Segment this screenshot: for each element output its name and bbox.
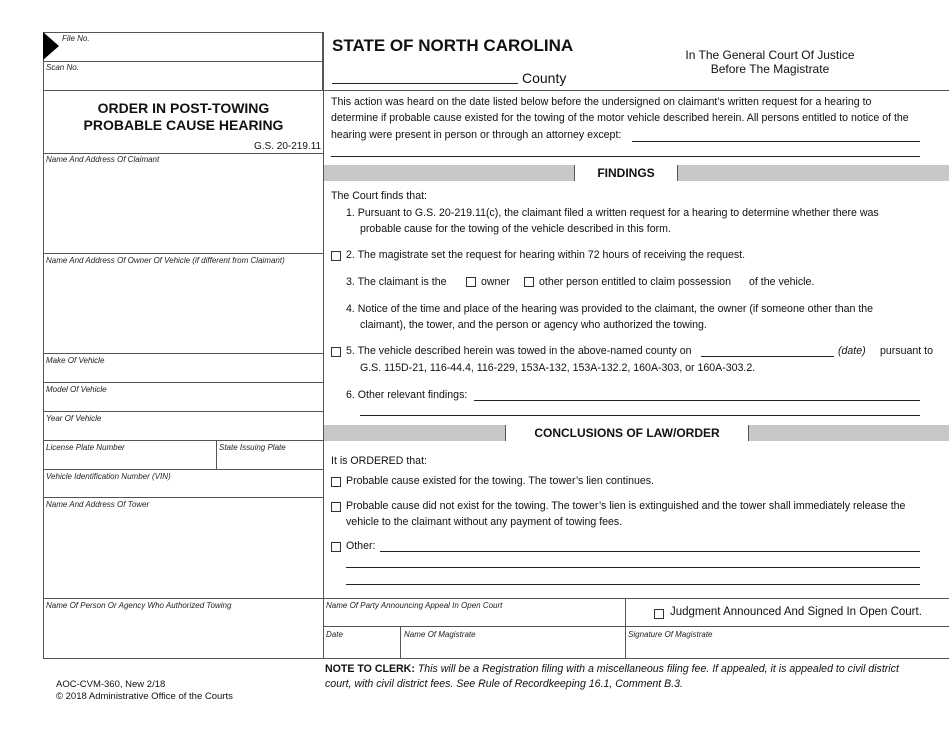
- intro-line-1: This action was heard on the date listed below before the undersigned on claimant’s written request for a hearing to: [331, 96, 872, 108]
- magistrate-name-label: Name Of Magistrate: [404, 630, 476, 639]
- date-hint: (date): [838, 345, 866, 357]
- authorized-label: Name Of Person Or Agency Who Authorized Towing: [46, 601, 232, 610]
- tow-date-line[interactable]: [701, 356, 834, 357]
- vin-label: Vehicle Identification Number (VIN): [46, 472, 171, 481]
- order-option-1: Probable cause existed for the towing. The tower’s lien continues.: [346, 475, 654, 487]
- finding-3-prefix: 3. The claimant is the: [346, 276, 447, 288]
- court-name: [660, 48, 880, 76]
- finding-5-suffix: pursuant to: [880, 345, 934, 357]
- state-title: STATE OF NORTH CAROLINA: [332, 36, 574, 55]
- other-findings-line-1[interactable]: [474, 400, 920, 401]
- form-number: AOC-CVM-360, New 2/18: [56, 679, 166, 690]
- tower-field[interactable]: [44, 511, 322, 597]
- other-person-checkbox[interactable]: [524, 277, 534, 287]
- conclusions-heading: CONCLUSIONS OF LAW/ORDER: [505, 425, 749, 441]
- finding-1-line-2: probable cause for the towing of the vehicle described in this form.: [360, 223, 671, 235]
- judgment-checkbox[interactable]: [654, 609, 664, 619]
- finding-4-line-2: claimant), the tower, and the person or agency who authorized the towing.: [360, 319, 707, 331]
- court-line-2: Before The Magistrate: [710, 62, 830, 76]
- finding-5-prefix: 5. The vehicle described herein was towed in the above-named county on: [346, 345, 692, 357]
- statute-ref: G.S. 20-219.11: [254, 141, 322, 152]
- county-input-line[interactable]: [332, 83, 518, 84]
- note-to-clerk: [325, 662, 925, 692]
- note-line-1: This will be a Registration filing with a miscellaneous filing fee. If appealed, it is appealed to civil district: [417, 663, 899, 675]
- file-no-label: File No.: [62, 34, 90, 43]
- county-label: County: [522, 70, 567, 86]
- scan-no-label: Scan No.: [46, 63, 79, 72]
- claimant-label: Name And Address Of Claimant: [46, 155, 160, 164]
- other-order-checkbox[interactable]: [331, 542, 341, 552]
- finding-2-text: 2. The magistrate set the request for hearing within 72 hours of receiving the request.: [346, 249, 746, 261]
- findings-heading: FINDINGS: [574, 165, 678, 181]
- form-title: [44, 100, 323, 134]
- plate-label: License Plate Number: [46, 443, 125, 452]
- state-plate-label: State Issuing Plate: [219, 443, 286, 452]
- date-label: Date: [326, 630, 343, 639]
- magistrate-signature-label: Signature Of Magistrate: [628, 630, 713, 639]
- finding-3-suffix: of the vehicle.: [749, 276, 815, 288]
- owner-field[interactable]: [44, 267, 322, 351]
- other-person-option: other person entitled to claim possession: [539, 276, 731, 288]
- appeal-label: Name Of Party Announcing Appeal In Open Court: [326, 601, 503, 610]
- owner-checkbox[interactable]: [466, 277, 476, 287]
- owner-label: Name And Address Of Owner Of Vehicle (if different from Claimant): [46, 256, 285, 265]
- court-line-1: In The General Court Of Justice: [685, 48, 855, 62]
- copyright: © 2018 Administrative Office of the Courts: [56, 691, 233, 702]
- note-bold: NOTE TO CLERK:: [325, 663, 415, 675]
- corner-arrow-icon: [43, 32, 59, 60]
- judgment-label: Judgment Announced And Signed In Open Court.: [670, 606, 922, 618]
- tower-label: Name And Address Of Tower: [46, 500, 150, 509]
- owner-option: owner: [481, 276, 510, 288]
- finding-1-line-1: 1. Pursuant to G.S. 20-219.11(c), the claimant filed a written request for a hearing to determine whether there was: [346, 207, 879, 219]
- claimant-field[interactable]: [44, 166, 322, 252]
- order-option-3: Other:: [346, 540, 376, 552]
- probable-cause-not-exist-checkbox[interactable]: [331, 502, 341, 512]
- finding-6-label: 6. Other relevant findings:: [346, 389, 468, 401]
- order-option-2-line-1: Probable cause did not exist for the towing. The tower’s lien is extinguished and the tower shall immediately release the: [346, 500, 906, 512]
- form-title-line-1: ORDER IN POST-TOWING: [97, 100, 270, 116]
- make-label: Make Of Vehicle: [46, 356, 105, 365]
- other-order-line-1[interactable]: [380, 551, 920, 552]
- absent-persons-line-1[interactable]: [632, 141, 920, 142]
- form-title-line-2: PROBABLE CAUSE HEARING: [83, 117, 284, 133]
- other-order-line-2[interactable]: [346, 567, 920, 568]
- absent-persons-line-2[interactable]: [331, 156, 920, 157]
- other-findings-line-2[interactable]: [360, 415, 920, 416]
- finding-5-line-2: G.S. 115D-21, 116-44.4, 116-229, 153A-132, 153A-132.2, 160A-303, or 160A-303.2.: [360, 362, 756, 374]
- year-label: Year Of Vehicle: [46, 414, 102, 423]
- model-label: Model Of Vehicle: [46, 385, 107, 394]
- probable-cause-existed-checkbox[interactable]: [331, 477, 341, 487]
- intro-line-3: hearing were present in person or through an attorney except:: [331, 129, 622, 141]
- findings-intro: The Court finds that:: [331, 190, 427, 202]
- order-option-2-line-2: vehicle to the claimant without any payment of towing fees.: [346, 516, 623, 528]
- finding-2-checkbox[interactable]: [331, 251, 341, 261]
- finding-4-line-1: 4. Notice of the time and place of the hearing was provided to the claimant, the owner (if someone other than the: [346, 303, 874, 315]
- intro-line-2: determine if probable cause existed for the towing of the motor vehicle described herein. All persons entitled to notice of the: [331, 112, 909, 124]
- finding-5-checkbox[interactable]: [331, 347, 341, 357]
- order-intro: It is ORDERED that:: [331, 455, 427, 467]
- other-order-line-3[interactable]: [346, 584, 920, 585]
- note-line-2: court, with civil district fees. See Rule of Recordkeeping 16.1, Comment B.3.: [325, 678, 683, 690]
